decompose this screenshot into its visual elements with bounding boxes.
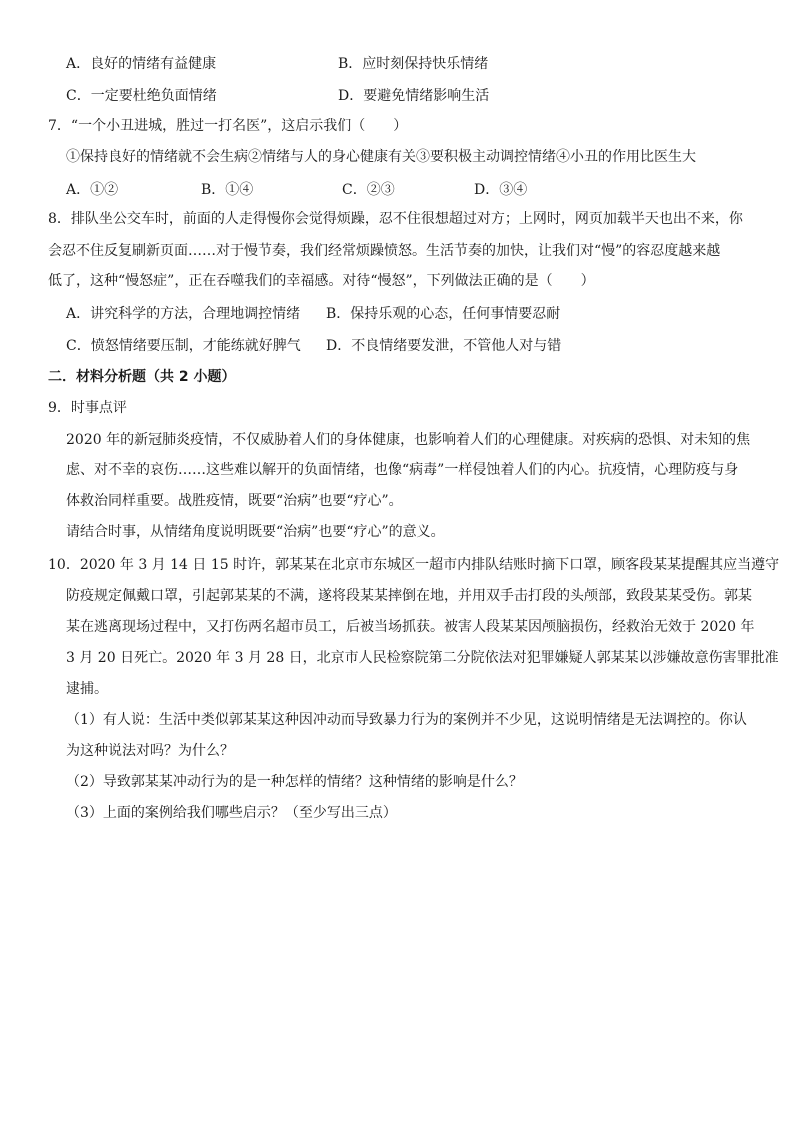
q10-para-line-5: 逮捕。 [66, 681, 108, 697]
q10-para-line-3: 某在逃离现场过程中，又打伤两名超市员工，后被当场抓获。被害人段某某因颅脑损伤，经救治无效于 2020 年 [66, 619, 755, 635]
q10-sub1-line-1: （1）有人说：生活中类似郭某某这种因冲动而导致暴力行为的案例并不少见，这说明情绪是无法调控的。你认 [66, 712, 747, 728]
q7-option-c[interactable]: C．②③ [342, 182, 395, 198]
q8-stem-line-3: 低了，这种“慢怒症”，正在吞噬我们的幸福感。对待“慢怒”，下列做法正确的是（ ） [48, 273, 595, 289]
q9-question: 请结合时事，从情绪角度说明既要“治病”也要“疗心”的意义。 [66, 524, 445, 540]
q8-option-c[interactable]: C．愤怒情绪要压制，才能练就好脾气 [66, 338, 301, 354]
q8-stem-line-1: 8．排队坐公交车时，前面的人走得慢你会觉得烦躁，忍不住很想超过对方；上网时，网页加载半天也出不来，你 [48, 211, 743, 227]
q10-para-line-1: 10．2020 年 3 月 14 日 15 时许，郭某某在北京市东城区一超市内排队结账时摘下口罩，顾客段某某提醒其应当遵守 [48, 557, 780, 573]
q7-statements: ①保持良好的情绪就不会生病②情绪与人的身心健康有关③要积极主动调控情绪④小丑的作用比医生大 [66, 149, 696, 165]
q6-option-d[interactable]: D．要避免情绪影响生活 [338, 88, 490, 104]
q10-sub1-line-2: 为这种说法对吗？为什么？ [66, 743, 234, 759]
q8-option-b[interactable]: B．保持乐观的心态，任何事情要忍耐 [326, 306, 561, 322]
q6-option-c[interactable]: C．一定要杜绝负面情绪 [66, 88, 217, 104]
q7-option-b[interactable]: B．①④ [201, 182, 254, 198]
q6-option-b[interactable]: B．应时刻保持快乐情绪 [338, 56, 489, 72]
q9-para-line-1: 2020 年的新冠肺炎疫情，不仅威胁着人们的身体健康，也影响着人们的心理健康。对疾病的恐惧、对未知的焦 [66, 432, 751, 448]
q10-para-line-4: 3 月 20 日死亡。2020 年 3 月 28 日，北京市人民检察院第二分院依法对犯罪嫌疑人郭某某以涉嫌故意伤害罪批准 [66, 650, 779, 666]
q7-option-d[interactable]: D．③④ [474, 182, 528, 198]
q10-para-line-2: 防疫规定佩戴口罩，引起郭某某的不满，遂将段某某摔倒在地，并用双手击打段的头颅部，致段某某受伤。郭某 [66, 588, 752, 604]
q9-title: 9．时事点评 [48, 400, 127, 416]
section-2-title: 二．材料分析题（共 2 小题） [48, 369, 236, 385]
q8-option-d[interactable]: D．不良情绪要发泄，不管他人对与错 [326, 338, 562, 354]
q7-stem: 7．“一个小丑进城，胜过一打名医”，这启示我们（ ） [48, 118, 408, 134]
q10-sub3: （3）上面的案例给我们哪些启示？（至少写出三点） [66, 805, 397, 821]
q9-para-line-3: 体救治同样重要。战胜疫情，既要“治病”也要“疗心”。 [66, 493, 403, 509]
q7-option-a[interactable]: A．①② [66, 182, 119, 198]
q6-option-a[interactable]: A．良好的情绪有益健康 [66, 56, 217, 72]
q10-sub2: （2）导致郭某某冲动行为的是一种怎样的情绪？这种情绪的影响是什么？ [66, 774, 523, 790]
q9-para-line-2: 虑、对不幸的哀伤……这些难以解开的负面情绪，也像“病毒”一样侵蚀着人们的内心。抗疫情，心理防疫与身 [66, 462, 739, 478]
q8-option-a[interactable]: A．讲究科学的方法，合理地调控情绪 [66, 306, 301, 322]
q8-stem-line-2: 会忍不住反复刷新页面……对于慢节奏，我们经常烦躁愤怒。生活节奏的加快，让我们对“慢”的容忍度越来越 [48, 243, 721, 259]
